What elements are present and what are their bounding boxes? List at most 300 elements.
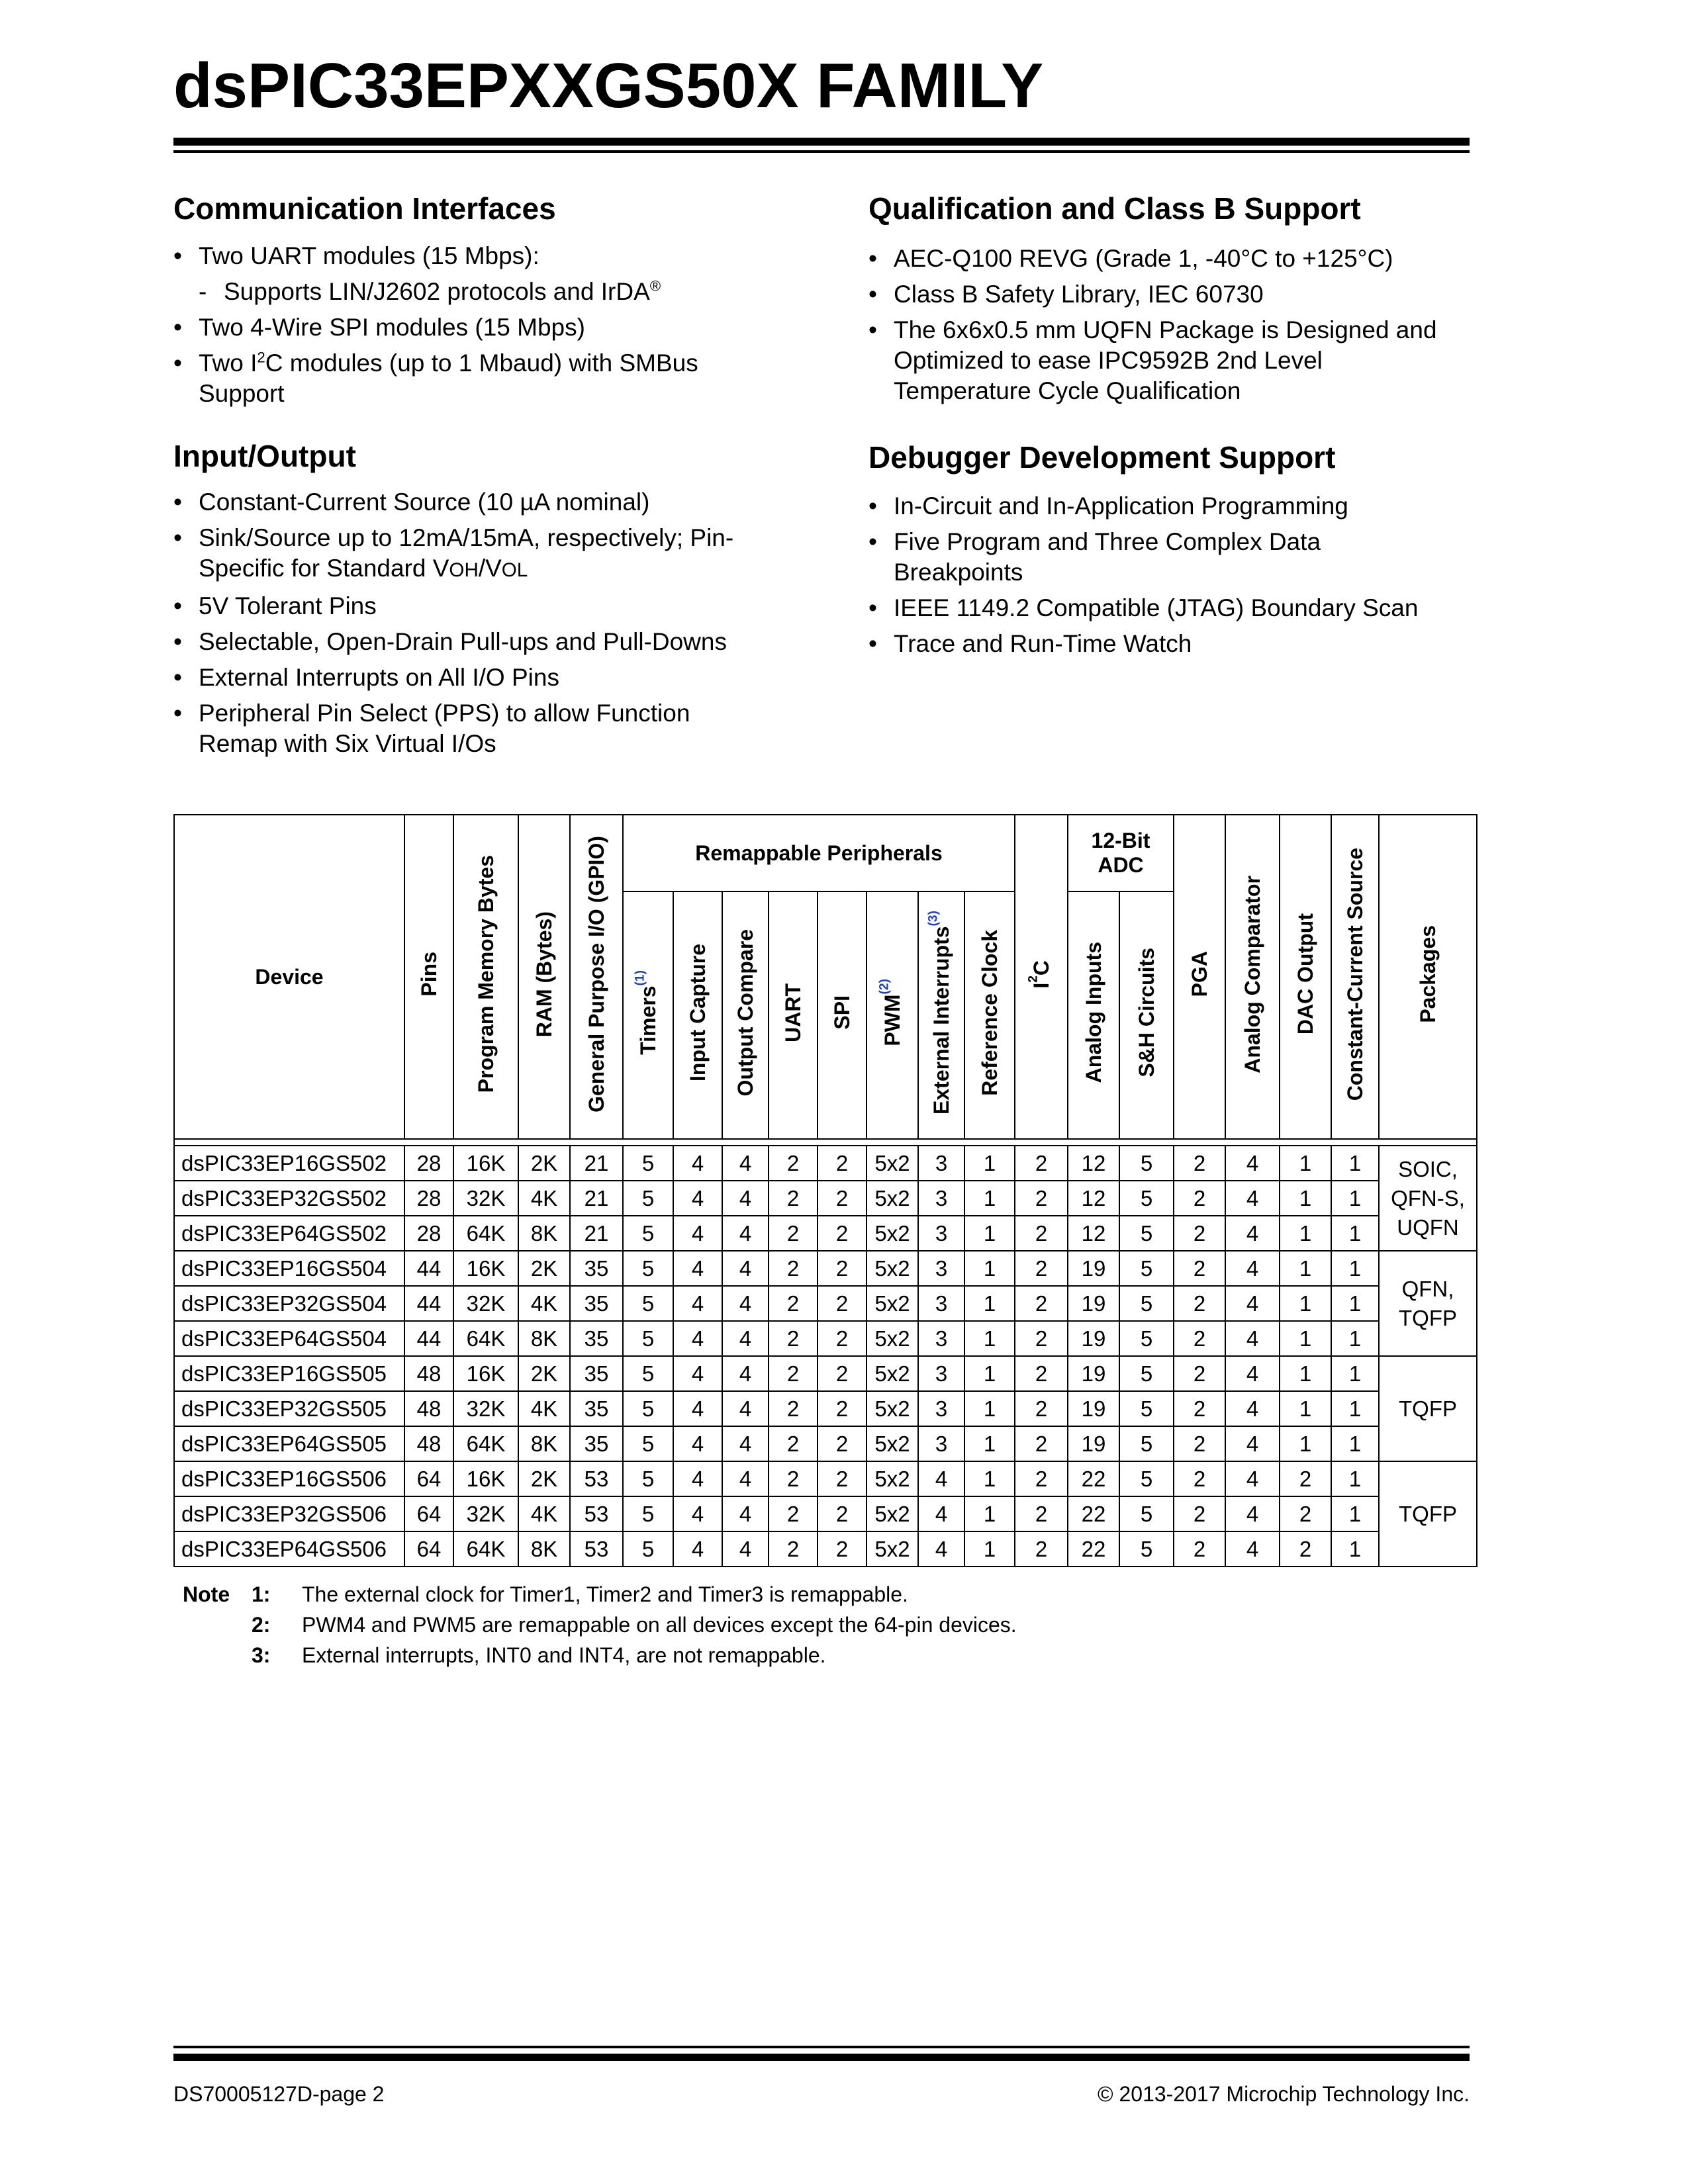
table-cell: 4 — [673, 1496, 722, 1531]
device-name-cell: dsPIC33EP64GS506 — [174, 1531, 404, 1567]
notes — [183, 1579, 1440, 1670]
table-row — [174, 1461, 1477, 1496]
header-timers: Timers$^{(1)}$ — [623, 891, 673, 1139]
table-cell: 1 — [1331, 1391, 1379, 1426]
table-cell: 1 — [964, 1531, 1015, 1567]
table-cell: 16K — [453, 1251, 518, 1286]
table-cell: 3 — [918, 1216, 964, 1251]
note-row — [183, 1640, 1440, 1670]
footer-rule-thin — [173, 2046, 1470, 2048]
table-cell: 22 — [1068, 1531, 1119, 1567]
table-cell: 1 — [1331, 1321, 1379, 1356]
table-cell: 3 — [918, 1251, 964, 1286]
table-cell: 2 — [1174, 1356, 1225, 1391]
table-cell: 1 — [964, 1426, 1015, 1461]
table-cell: 44 — [404, 1251, 453, 1286]
table-row — [174, 1426, 1477, 1461]
table-cell: 2 — [769, 1531, 818, 1567]
list-item: • Five Program and Three Complex Data Breakpoints — [868, 527, 1451, 588]
table-cell: 2 — [1280, 1496, 1331, 1531]
header-pwm: PWM$^{(2)}$ — [867, 891, 918, 1139]
table-cell: 2 — [1015, 1496, 1068, 1531]
table-cell: 12 — [1068, 1146, 1119, 1181]
table-cell: 2 — [1015, 1321, 1068, 1356]
table-cell: 19 — [1068, 1251, 1119, 1286]
note-number: 2: — [252, 1613, 271, 1637]
device-feature-table — [173, 814, 1477, 1567]
table-cell: 4 — [1225, 1181, 1280, 1216]
table-cell: 5 — [623, 1391, 673, 1426]
table-row — [174, 1286, 1477, 1321]
table-cell: 5 — [623, 1461, 673, 1496]
table-cell: 1 — [964, 1321, 1015, 1356]
section-heading-debugger: Debugger Development Support — [868, 440, 1336, 475]
table-cell: 1 — [1331, 1531, 1379, 1567]
table-cell: 19 — [1068, 1286, 1119, 1321]
note-text: PWM4 and PWM5 are remappable on all devices except the 64-pin devices. — [302, 1613, 1017, 1637]
table-cell: 4 — [722, 1531, 769, 1567]
table-cell: 5 — [623, 1251, 673, 1286]
table-cell: 21 — [570, 1146, 623, 1181]
table-cell: 4 — [722, 1146, 769, 1181]
header-remappable-peripherals: Remappable Peripherals — [623, 815, 1015, 891]
table-cell: 64K — [453, 1426, 518, 1461]
table-cell: 4 — [918, 1461, 964, 1496]
table-cell: 2 — [769, 1426, 818, 1461]
table-cell: 1 — [1331, 1146, 1379, 1181]
table-cell: 2 — [769, 1461, 818, 1496]
table-cell: 1 — [1331, 1181, 1379, 1216]
table-cell: 1 — [1331, 1216, 1379, 1251]
table-cell: 5 — [1119, 1146, 1174, 1181]
table-row — [174, 1321, 1477, 1356]
header-rule-thick — [173, 138, 1470, 146]
note-row — [183, 1610, 1440, 1640]
list-item: • Class B Safety Library, IEC 60730 — [868, 279, 1451, 310]
table-cell: 53 — [570, 1496, 623, 1531]
table-cell: 1 — [1331, 1286, 1379, 1321]
table-cell: 1 — [964, 1181, 1015, 1216]
list-item: • IEEE 1149.2 Compatible (JTAG) Boundary Scan — [868, 593, 1451, 623]
device-name-cell: dsPIC33EP64GS502 — [174, 1216, 404, 1251]
table-cell: 5 — [623, 1146, 673, 1181]
page-title: dsPIC33EPXXGS50X FAMILY — [173, 50, 1044, 121]
header-packages: Packages — [1379, 815, 1477, 1139]
table-cell: 5x2 — [867, 1251, 918, 1286]
table-cell: 32K — [453, 1391, 518, 1426]
table-cell: 1 — [964, 1496, 1015, 1531]
table-cell: 1 — [964, 1356, 1015, 1391]
header-analog-comparator: Analog Comparator — [1225, 815, 1280, 1139]
table-row — [174, 1356, 1477, 1391]
table-cell: 4 — [722, 1391, 769, 1426]
table-cell: 1 — [1331, 1356, 1379, 1391]
table-cell: 48 — [404, 1426, 453, 1461]
table-cell: 5x2 — [867, 1286, 918, 1321]
table-cell: 2 — [1174, 1216, 1225, 1251]
packages-cell — [1379, 1251, 1477, 1356]
list-item: • The 6x6x0.5 mm UQFN Package is Designed and Optimized to ease IPC9592B 2nd Level Temperature Cycle Qualification — [868, 315, 1451, 406]
table-cell: 2K — [518, 1356, 570, 1391]
packages-cell — [1379, 1356, 1477, 1461]
note-number: 1: — [252, 1582, 271, 1606]
table-cell: 5 — [1119, 1391, 1174, 1426]
table-cell: 4 — [918, 1496, 964, 1531]
table-cell: 5 — [623, 1181, 673, 1216]
table-cell: 5 — [1119, 1461, 1174, 1496]
table-cell: 2 — [818, 1461, 867, 1496]
table-cell: 2K — [518, 1461, 570, 1496]
table-cell: 2 — [1174, 1426, 1225, 1461]
table-cell: 44 — [404, 1321, 453, 1356]
list-item: • Constant-Current Source (10 µA nominal) — [173, 487, 769, 518]
table-cell: 5x2 — [867, 1531, 918, 1567]
table-cell: 35 — [570, 1356, 623, 1391]
list-item: • Two 4-Wire SPI modules (15 Mbps) — [173, 312, 769, 343]
table-cell: 28 — [404, 1181, 453, 1216]
table-cell: 1 — [1331, 1461, 1379, 1496]
table-cell: 2 — [818, 1356, 867, 1391]
table-cell: 4K — [518, 1286, 570, 1321]
table-cell: 35 — [570, 1321, 623, 1356]
table-cell: 2 — [769, 1391, 818, 1426]
device-name-cell: dsPIC33EP32GS505 — [174, 1391, 404, 1426]
list-item: • 5V Tolerant Pins — [173, 591, 769, 621]
header-input-capture: Input Capture — [673, 891, 722, 1139]
debugger-list — [868, 491, 1451, 664]
table-cell: 64K — [453, 1321, 518, 1356]
table-cell: 5 — [623, 1356, 673, 1391]
table-cell: 2 — [1015, 1356, 1068, 1391]
table-cell: 4 — [673, 1531, 722, 1567]
table-cell: 5 — [623, 1496, 673, 1531]
table-cell: 1 — [1280, 1146, 1331, 1181]
table-cell: 32K — [453, 1496, 518, 1531]
table-cell: 4 — [722, 1461, 769, 1496]
header-constant-current-source: Constant-Current Source — [1331, 815, 1379, 1139]
header-external-interrupts: External Interrupts$^{(3)}$ — [918, 891, 964, 1139]
table-cell: 5 — [623, 1216, 673, 1251]
header-output-compare: Output Compare — [722, 891, 769, 1139]
table-cell: 5x2 — [867, 1181, 918, 1216]
footer-page-id: DS70005127D-page 2 — [173, 2082, 385, 2106]
table-cell: 2 — [1174, 1531, 1225, 1567]
table-cell: 2 — [1174, 1146, 1225, 1181]
table-cell: 19 — [1068, 1321, 1119, 1356]
footer-rule-thick — [173, 2054, 1470, 2061]
table-cell: 2 — [1174, 1461, 1225, 1496]
table-cell: 5x2 — [867, 1216, 918, 1251]
table-cell: 1 — [964, 1461, 1015, 1496]
table-cell: 16K — [453, 1146, 518, 1181]
table-cell: 1 — [964, 1146, 1015, 1181]
header-adc-group: 12-Bit ADC — [1068, 815, 1174, 891]
package-label: TQFP — [1399, 1305, 1457, 1330]
table-cell: 2 — [769, 1286, 818, 1321]
table-cell: 2 — [1015, 1531, 1068, 1567]
list-item: • Selectable, Open-Drain Pull-ups and Pull-Downs — [173, 627, 769, 657]
table-cell: 2 — [769, 1321, 818, 1356]
table-cell: 12 — [1068, 1181, 1119, 1216]
table-cell: 16K — [453, 1461, 518, 1496]
table-cell: 35 — [570, 1391, 623, 1426]
list-item: • Peripheral Pin Select (PPS) to allow Function Remap with Six Virtual I/Os — [173, 698, 769, 759]
table-cell: 2 — [818, 1181, 867, 1216]
table-cell: 8K — [518, 1531, 570, 1567]
table-cell: 5 — [1119, 1496, 1174, 1531]
package-label: QFN-S, — [1391, 1185, 1465, 1210]
table-cell: 64 — [404, 1461, 453, 1496]
communication-list — [173, 241, 769, 414]
table-cell: 1 — [1331, 1496, 1379, 1531]
table-cell: 44 — [404, 1286, 453, 1321]
table-cell: 5x2 — [867, 1496, 918, 1531]
table-cell: 1 — [1280, 1391, 1331, 1426]
table-cell: 4 — [1225, 1146, 1280, 1181]
table-cell: 2 — [1015, 1251, 1068, 1286]
table-cell: 5 — [1119, 1286, 1174, 1321]
table-cell: 5 — [1119, 1321, 1174, 1356]
table-cell: 2 — [1015, 1146, 1068, 1181]
table-cell: 2 — [1174, 1181, 1225, 1216]
table-cell: 5 — [623, 1286, 673, 1321]
table-cell: 4 — [1225, 1426, 1280, 1461]
table-cell: 21 — [570, 1181, 623, 1216]
table-cell: 2K — [518, 1251, 570, 1286]
table-cell: 1 — [1331, 1251, 1379, 1286]
table-row — [174, 1181, 1477, 1216]
table-cell: 4 — [673, 1426, 722, 1461]
table-cell: 32K — [453, 1286, 518, 1321]
table-cell: 5 — [623, 1531, 673, 1567]
table-cell: 5 — [1119, 1426, 1174, 1461]
table-cell: 5x2 — [867, 1321, 918, 1356]
table-cell: 5 — [1119, 1531, 1174, 1567]
table-cell: 28 — [404, 1146, 453, 1181]
table-cell: 1 — [964, 1286, 1015, 1321]
table-cell: 2 — [769, 1251, 818, 1286]
table-cell: 2 — [769, 1356, 818, 1391]
header-sh-circuits: S&H Circuits — [1119, 891, 1174, 1139]
table-cell: 3 — [918, 1321, 964, 1356]
device-name-cell: dsPIC33EP32GS502 — [174, 1181, 404, 1216]
header-uart: UART — [769, 891, 818, 1139]
table-cell: 16K — [453, 1356, 518, 1391]
table-row — [174, 1391, 1477, 1426]
table-cell: 5 — [623, 1321, 673, 1356]
table-cell: 2 — [1015, 1216, 1068, 1251]
table-cell: 4 — [722, 1216, 769, 1251]
table-cell: 2 — [769, 1181, 818, 1216]
table-cell: 2 — [818, 1286, 867, 1321]
table-cell: 64 — [404, 1531, 453, 1567]
package-label: QFN, — [1401, 1276, 1454, 1301]
table-cell: 4 — [722, 1426, 769, 1461]
table-cell: 4 — [673, 1216, 722, 1251]
header-analog-inputs: Analog Inputs — [1068, 891, 1119, 1139]
table-cell: 4 — [673, 1146, 722, 1181]
table-cell: 4 — [673, 1356, 722, 1391]
table-cell: 4 — [722, 1251, 769, 1286]
table-cell: 1 — [964, 1391, 1015, 1426]
table-cell: 5x2 — [867, 1391, 918, 1426]
table-cell: 4 — [1225, 1461, 1280, 1496]
table-cell: 64K — [453, 1216, 518, 1251]
table-cell: 5x2 — [867, 1426, 918, 1461]
header-rule-thin — [173, 150, 1470, 153]
packages-cell — [1379, 1146, 1477, 1251]
header-device: Device — [174, 815, 404, 1139]
table-cell: 64K — [453, 1531, 518, 1567]
table-cell: 2 — [818, 1146, 867, 1181]
note-label: Note — [183, 1582, 230, 1606]
table-cell: 1 — [1280, 1216, 1331, 1251]
table-cell: 2 — [1174, 1391, 1225, 1426]
table-cell: 4 — [722, 1286, 769, 1321]
table-cell: 2 — [1015, 1426, 1068, 1461]
table-cell: 32K — [453, 1181, 518, 1216]
section-heading-communication: Communication Interfaces — [173, 191, 556, 226]
device-name-cell: dsPIC33EP16GS502 — [174, 1146, 404, 1181]
qualification-list — [868, 244, 1451, 412]
device-name-cell: dsPIC33EP32GS506 — [174, 1496, 404, 1531]
table-cell: 19 — [1068, 1391, 1119, 1426]
table-cell: 4 — [722, 1321, 769, 1356]
table-cell: 4 — [673, 1286, 722, 1321]
table-cell: 4K — [518, 1391, 570, 1426]
table-cell: 4K — [518, 1496, 570, 1531]
table-cell: 5x2 — [867, 1461, 918, 1496]
table-cell: 4 — [1225, 1321, 1280, 1356]
table-cell: 2 — [1174, 1496, 1225, 1531]
table-cell: 1 — [1331, 1426, 1379, 1461]
table-cell: 48 — [404, 1356, 453, 1391]
table-row — [174, 1251, 1477, 1286]
device-name-cell: dsPIC33EP16GS506 — [174, 1461, 404, 1496]
table-cell: 48 — [404, 1391, 453, 1426]
table-cell: 22 — [1068, 1461, 1119, 1496]
section-heading-qualification: Qualification and Class B Support — [868, 191, 1361, 226]
table-cell: 2 — [769, 1216, 818, 1251]
table-cell: 2 — [818, 1496, 867, 1531]
table-cell: 5 — [1119, 1356, 1174, 1391]
header-gpio: General Purpose I/O (GPIO) — [570, 815, 623, 1139]
table-cell: 2 — [1174, 1286, 1225, 1321]
table-cell: 4 — [673, 1321, 722, 1356]
table-cell: 2 — [769, 1496, 818, 1531]
list-item: • In-Circuit and In-Application Programming — [868, 491, 1451, 522]
table-cell: 4 — [1225, 1496, 1280, 1531]
table-cell: 3 — [918, 1181, 964, 1216]
list-item: • AEC-Q100 REVG (Grade 1, -40°C to +125°C) — [868, 244, 1451, 274]
table-cell: 2 — [818, 1531, 867, 1567]
table-cell: 4 — [722, 1496, 769, 1531]
table-cell: 2 — [769, 1146, 818, 1181]
table-cell: 8K — [518, 1216, 570, 1251]
header-divider — [174, 1139, 1477, 1146]
table-row — [174, 1146, 1477, 1181]
package-label: UQFN — [1397, 1214, 1459, 1240]
list-item: • External Interrupts on All I/O Pins — [173, 662, 769, 693]
table-cell: 1 — [964, 1216, 1015, 1251]
table-cell: 2 — [1015, 1181, 1068, 1216]
package-label: TQFP — [1399, 1501, 1457, 1526]
packages-cell — [1379, 1461, 1477, 1567]
header-pga: PGA — [1174, 815, 1225, 1139]
device-name-cell: dsPIC33EP32GS504 — [174, 1286, 404, 1321]
table-cell: 5 — [1119, 1251, 1174, 1286]
table-cell: 1 — [1280, 1286, 1331, 1321]
table-cell: 53 — [570, 1461, 623, 1496]
header-dac-output: DAC Output — [1280, 815, 1331, 1139]
table-cell: 4 — [1225, 1286, 1280, 1321]
device-name-cell: dsPIC33EP16GS505 — [174, 1356, 404, 1391]
table-row — [174, 1496, 1477, 1531]
table-cell: 5x2 — [867, 1146, 918, 1181]
table-cell: 2 — [1015, 1286, 1068, 1321]
note-number: 3: — [252, 1643, 271, 1667]
device-name-cell: dsPIC33EP16GS504 — [174, 1251, 404, 1286]
header-pins: Pins — [404, 815, 453, 1139]
device-name-cell: dsPIC33EP64GS505 — [174, 1426, 404, 1461]
note-text: External interrupts, INT0 and INT4, are not remappable. — [302, 1643, 826, 1667]
table-cell: 4 — [1225, 1531, 1280, 1567]
table-cell: 5 — [1119, 1181, 1174, 1216]
table-cell: 21 — [570, 1216, 623, 1251]
table-row — [174, 1216, 1477, 1251]
table-cell: 35 — [570, 1426, 623, 1461]
table-cell: 4 — [918, 1531, 964, 1567]
header-ram: RAM (Bytes) — [518, 815, 570, 1139]
footer-copyright: © 2013-2017 Microchip Technology Inc. — [1098, 2082, 1470, 2106]
table-cell: 8K — [518, 1321, 570, 1356]
package-label: SOIC, — [1398, 1156, 1458, 1181]
table-cell: 35 — [570, 1251, 623, 1286]
table-cell: 35 — [570, 1286, 623, 1321]
table-cell: 2 — [818, 1391, 867, 1426]
table-cell: 2 — [1015, 1461, 1068, 1496]
table-cell: 19 — [1068, 1356, 1119, 1391]
table-cell: 4 — [673, 1251, 722, 1286]
table-cell: 5 — [623, 1426, 673, 1461]
table-cell: 1 — [1280, 1321, 1331, 1356]
table-row — [174, 1531, 1477, 1567]
table-cell: 2 — [818, 1251, 867, 1286]
note-text: The external clock for Timer1, Timer2 and Timer3 is remappable. — [302, 1582, 908, 1606]
input-output-list — [173, 487, 769, 764]
header-program-memory: Program Memory Bytes — [453, 815, 518, 1139]
table-cell: 2 — [1174, 1251, 1225, 1286]
table-cell: 4K — [518, 1181, 570, 1216]
table-cell: 2 — [818, 1321, 867, 1356]
table-cell: 3 — [918, 1146, 964, 1181]
table-cell: 19 — [1068, 1426, 1119, 1461]
table-cell: 2 — [1015, 1391, 1068, 1426]
table-cell: 64 — [404, 1496, 453, 1531]
table-cell: 5 — [1119, 1216, 1174, 1251]
table-cell: 4 — [1225, 1356, 1280, 1391]
list-item: - Supports LIN/J2602 protocols and IrDA® — [173, 277, 769, 307]
table-cell: 4 — [1225, 1391, 1280, 1426]
table-cell: 4 — [673, 1391, 722, 1426]
table-cell: 12 — [1068, 1216, 1119, 1251]
table-cell: 5x2 — [867, 1356, 918, 1391]
package-label: TQFP — [1399, 1396, 1457, 1421]
list-item: • Two $I^2C$ modules (up to 1 Mbaud) with SMBus Support — [173, 348, 769, 409]
table-cell: 28 — [404, 1216, 453, 1251]
table-cell: 53 — [570, 1531, 623, 1567]
table-cell: 4 — [1225, 1251, 1280, 1286]
